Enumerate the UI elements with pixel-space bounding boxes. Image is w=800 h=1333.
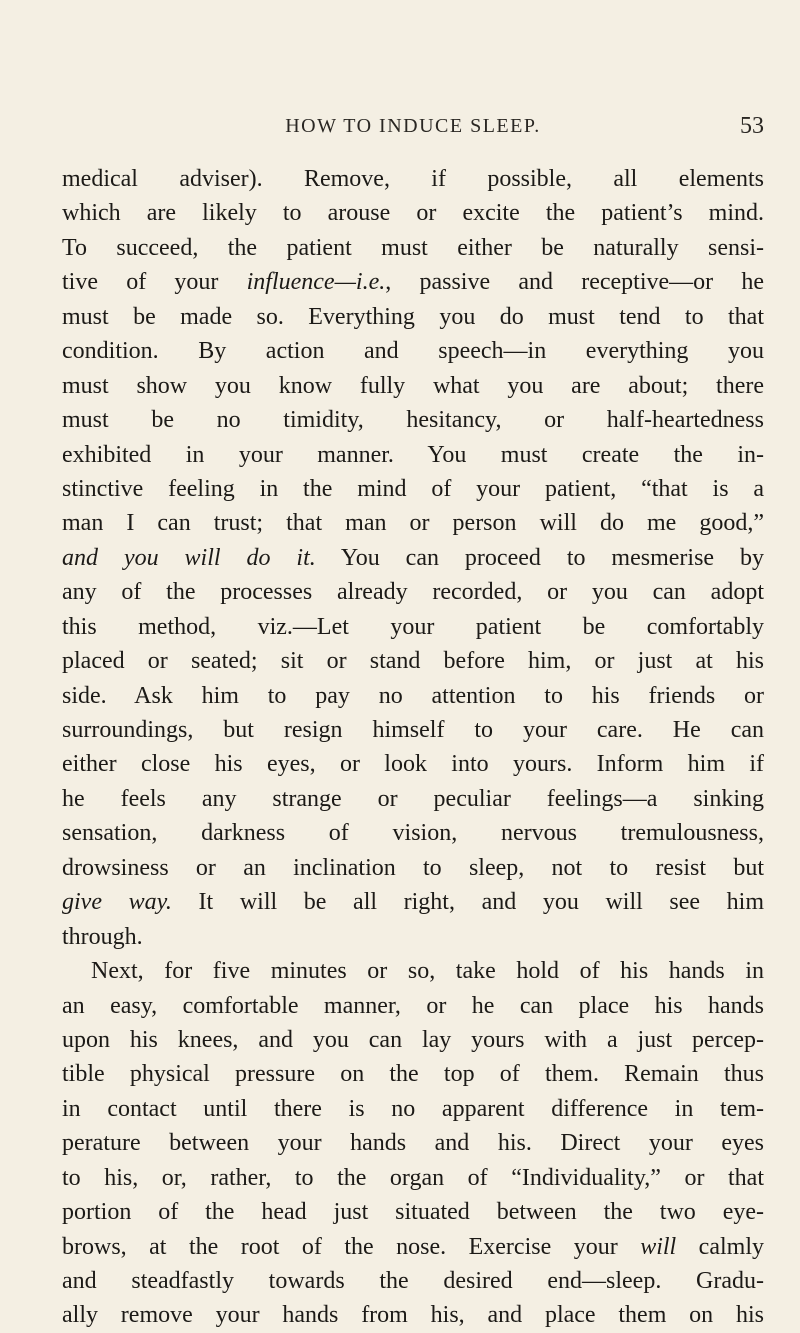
text-line	[62, 816, 764, 850]
line-text: either close his eyes, or look into yours. Inform him if	[62, 751, 764, 778]
text-line	[62, 265, 764, 299]
line-text: drowsiness or an inclination to sleep, not to resist but	[62, 854, 764, 881]
line-text: through.	[62, 923, 143, 950]
text-line	[62, 1023, 764, 1057]
line-text: brows, at the root of the nose. Exercise your	[62, 1233, 641, 1260]
line-text: You can proceed to mesmerise by	[315, 544, 764, 571]
line-text: stinctive feeling in the mind of your patient, “that is a	[62, 475, 764, 502]
line-text: It will be all right, and you will see him	[171, 889, 764, 916]
text-line	[62, 1195, 764, 1229]
line-text: must be no timidity, hesitancy, or half-heartedness	[62, 407, 764, 434]
line-text: to his, or, rather, to the organ of “Individuality,” or that	[62, 1164, 764, 1191]
line-text: exhibited in your manner. You must create the in-	[62, 441, 764, 468]
line-text: this method, viz.—Let your patient be comfortably	[62, 613, 764, 640]
page-number: 53	[740, 113, 764, 139]
text-line	[62, 1230, 764, 1264]
text-line	[62, 438, 764, 472]
italic-text: will	[640, 1233, 677, 1260]
line-text: must be made so. Everything you do must tend to that	[62, 303, 764, 330]
body-text	[62, 162, 764, 1333]
line-text: man I can trust; that man or person will do me good,”	[62, 510, 764, 537]
line-text: condition. By action and speech—in everything you	[62, 338, 764, 365]
line-text: , passive and receptive—or he	[385, 269, 764, 296]
text-line	[62, 747, 764, 781]
text-line	[62, 369, 764, 403]
text-line	[62, 162, 764, 196]
text-line	[62, 1092, 764, 1126]
line-text: an easy, comfortable manner, or he can place his hands	[62, 992, 764, 1019]
italic-text: give way.	[62, 889, 172, 916]
line-text: in contact until there is no apparent difference in tem-	[62, 1095, 764, 1122]
line-text: calmly	[676, 1233, 764, 1260]
text-line	[62, 610, 764, 644]
line-text: sensation, darkness of vision, nervous tremulousness,	[62, 820, 764, 847]
line-text: tive of your	[62, 269, 247, 296]
text-line	[62, 920, 764, 954]
italic-text: and you will do it.	[62, 544, 316, 571]
text-line	[62, 472, 764, 506]
text-line	[62, 541, 764, 575]
line-text: side. Ask him to pay no attention to his friends or	[62, 682, 764, 709]
line-text: portion of the head just situated between the two eye-	[62, 1199, 764, 1226]
line-text: perature between your hands and his. Direct your eyes	[62, 1130, 764, 1157]
text-line	[62, 1126, 764, 1160]
text-line	[62, 1161, 764, 1195]
text-line	[62, 885, 764, 919]
italic-text: influence—i.e.	[246, 269, 386, 296]
line-text: tible physical pressure on the top of them. Remain thus	[62, 1061, 764, 1088]
line-text: he feels any strange or peculiar feelings—a sinking	[62, 785, 764, 812]
line-text: upon his knees, and you can lay yours with a just percep-	[62, 1026, 764, 1053]
text-line	[62, 1057, 764, 1091]
text-line	[62, 851, 764, 885]
text-line	[62, 300, 764, 334]
line-text: any of the processes already recorded, or you can adopt	[62, 579, 764, 606]
running-title: HOW TO INDUCE SLEEP.	[285, 115, 541, 137]
text-line	[62, 644, 764, 678]
text-line	[62, 575, 764, 609]
line-text: To succeed, the patient must either be naturally sensi-	[62, 234, 764, 261]
line-text: must show you know fully what you are about; there	[62, 372, 764, 399]
text-line	[62, 713, 764, 747]
line-text: which are likely to arouse or excite the patient’s mind.	[62, 200, 764, 227]
text-line	[62, 1298, 764, 1332]
line-text: Next, for five minutes or so, take hold of his hands in	[91, 958, 764, 985]
text-line	[62, 679, 764, 713]
text-line	[62, 989, 764, 1023]
text-line	[62, 954, 764, 988]
line-text: medical adviser). Remove, if possible, all elements	[62, 166, 764, 192]
text-line	[62, 231, 764, 265]
text-line	[62, 196, 764, 230]
running-head	[62, 113, 764, 143]
text-line	[62, 403, 764, 437]
line-text: ally remove your hands from his, and place them on his	[62, 1302, 764, 1329]
text-line	[62, 1264, 764, 1298]
line-text: surroundings, but resign himself to your care. He can	[62, 717, 764, 743]
text-line	[62, 506, 764, 540]
line-text: placed or seated; sit or stand before him, or just at his	[62, 648, 764, 675]
text-line	[62, 782, 764, 816]
text-line	[62, 334, 764, 368]
line-text: and steadfastly towards the desired end—sleep. Gradu-	[62, 1268, 764, 1294]
